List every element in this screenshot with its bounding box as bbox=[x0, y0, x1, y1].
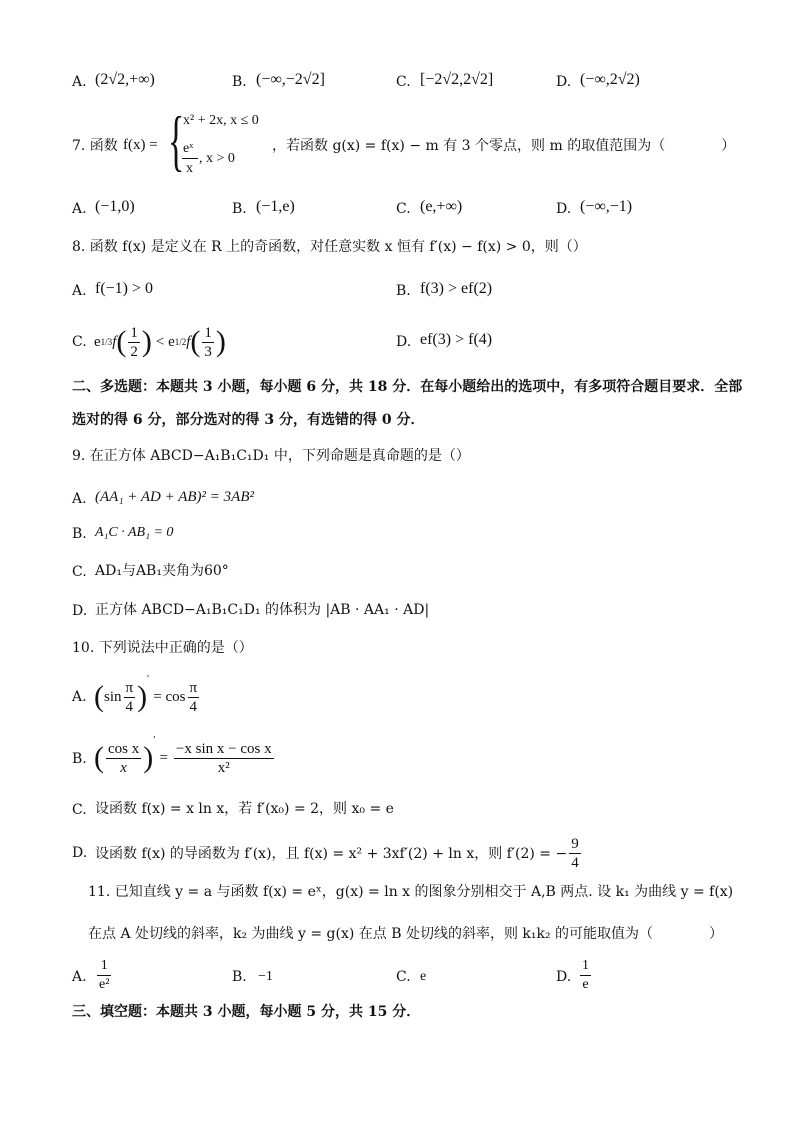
q6-option-a-value: (2√2,+∞) bbox=[95, 71, 155, 88]
q6-option-b-label: B. bbox=[232, 74, 247, 90]
q9-option-c-label: C. bbox=[72, 564, 87, 580]
q7-fx: f(x) = bbox=[123, 137, 158, 153]
q10-d-frac bbox=[569, 835, 581, 872]
q10-a-frac2-num: π bbox=[189, 679, 198, 696]
q10-a-sin: sin bbox=[104, 688, 122, 705]
q9-option-b-value: A₁C · AB₁ = 0 bbox=[95, 525, 174, 540]
q6-option-c-label: C. bbox=[396, 74, 411, 90]
q8-option-b-value: f(3) > ef(2) bbox=[420, 280, 493, 297]
q8-c-f2: f bbox=[186, 333, 191, 350]
q8-option-d-value: ef(3) > f(4) bbox=[420, 331, 493, 348]
q9-stem: 9. 在正方体 ABCD−A₁B₁C₁D₁ 中，下列命题是真命题的是（） bbox=[72, 448, 470, 464]
q11-option-d-label: D. bbox=[556, 969, 572, 985]
q7-brace: { bbox=[168, 102, 185, 178]
q7-piece-2-cond: , x > 0 bbox=[199, 151, 235, 166]
q8-c-exp2: 1/2 bbox=[174, 337, 187, 347]
q6-option-d-label: D. bbox=[556, 74, 572, 90]
q8-c-lt: < e bbox=[155, 333, 175, 350]
q11-d-den: e bbox=[582, 977, 589, 992]
q10-b-frac-den: x bbox=[120, 759, 127, 776]
q8-option-b-label: B. bbox=[396, 283, 411, 299]
q11-option-b-label: B. bbox=[232, 969, 247, 985]
q11-option-d-value bbox=[580, 957, 591, 994]
q6-option-c-value: [−2√2,2√2] bbox=[420, 71, 494, 88]
q7-option-b-value: (−1,e) bbox=[256, 198, 295, 215]
q7-lead: 7. 函数 bbox=[72, 138, 118, 154]
q10-b-eq: = bbox=[159, 749, 168, 766]
q7-option-a-value: (−1,0) bbox=[95, 198, 135, 215]
q10-option-b-value bbox=[94, 735, 276, 781]
q9-option-a-label: A. bbox=[72, 491, 87, 507]
q9-option-a-value: (AA₁ + AD + AB)² = 3AB² bbox=[95, 489, 254, 505]
q10-b-frac bbox=[106, 740, 141, 777]
section-3-heading: 三、填空题：本题共 3 小题，每小题 5 分，共 15 分． bbox=[72, 1004, 421, 1020]
q8-c-frac1-num: 1 bbox=[130, 324, 138, 341]
q8-c-lparen2: ( bbox=[190, 325, 201, 358]
q8-option-a-label: A. bbox=[72, 283, 87, 299]
q8-c-f1: f bbox=[112, 333, 117, 350]
q8-c-e1: e bbox=[94, 333, 101, 350]
q8-c-rparen1: ) bbox=[141, 325, 152, 358]
q9-option-b-label: B. bbox=[72, 526, 87, 542]
q10-a-frac2-den: 4 bbox=[189, 698, 198, 715]
q10-option-d-label: D. bbox=[72, 845, 88, 861]
q11-option-a-label: A. bbox=[72, 969, 87, 985]
q10-a-frac bbox=[124, 679, 136, 716]
q10-b-prime: ′ bbox=[153, 735, 156, 746]
q10-b-rfrac bbox=[174, 740, 274, 777]
q10-option-a-value bbox=[94, 674, 201, 720]
q10-option-b-label: B. bbox=[72, 751, 87, 767]
q8-option-c-value bbox=[94, 318, 226, 366]
q8-c-frac2-den: 3 bbox=[204, 343, 212, 360]
q10-option-c-value: 设函数 f(x) = x ln x，若 f′(x₀) = 2，则 x₀ = e bbox=[95, 801, 394, 817]
q10-d-frac-num: 9 bbox=[571, 835, 579, 852]
q8-c-frac2 bbox=[202, 324, 214, 361]
q8-option-a-value: f(−1) > 0 bbox=[95, 280, 154, 297]
q6-option-d-value: (−∞,2√2) bbox=[580, 71, 640, 88]
q7-tail: ，若函数 g(x) = f(x) − m 有 3 个零点，则 m 的取值范围为（ ） bbox=[272, 138, 736, 154]
q9-option-d-value: 正方体 ABCD−A₁B₁C₁D₁ 的体积为 |AB · AA₁ · AD| bbox=[95, 602, 430, 618]
q9-option-c-value: AD₁与AB₁夹角为60° bbox=[95, 563, 229, 579]
section-2-line-2: 选对的得 6 分，部分选对的得 3 分，有选错的得 0 分． bbox=[72, 412, 425, 428]
q11-a-den: e² bbox=[99, 977, 110, 992]
q11-option-a-value bbox=[97, 957, 111, 994]
q8-option-c-label: C. bbox=[72, 334, 87, 350]
q7-option-d-value: (−∞,−1) bbox=[580, 198, 633, 215]
q10-d-text: 设函数 f(x) 的导函数为 f′(x)，且 f(x) = x² + 3xf′(2) + ln x，则 f′(2) = − bbox=[95, 846, 568, 862]
q11-d-num: 1 bbox=[580, 957, 591, 976]
q11-line-1: 11. 已知直线 y = a 与函数 f(x) = eˣ，g(x) = ln x 的图象分别相交于 A,B 两点. 设 k₁ 为曲线 y = f(x) bbox=[88, 884, 734, 900]
q10-b-lparen: ( bbox=[94, 741, 104, 774]
q11-line-2: 在点 A 处切线的斜率，k₂ 为曲线 y = g(x) 在点 B 处切线的斜率，则 k₁k₂ 的可能取值为（ ） bbox=[88, 926, 724, 942]
q11-option-b-value: −1 bbox=[258, 969, 273, 984]
q10-stem: 10. 下列说法中正确的是（） bbox=[72, 640, 253, 656]
q8-c-exp1: 1/3 bbox=[100, 337, 113, 347]
q7-option-c-label: C. bbox=[396, 201, 411, 217]
q10-b-rparen: ) bbox=[143, 741, 154, 774]
q9-option-d-label: D. bbox=[72, 603, 88, 619]
q7-option-d-label: D. bbox=[556, 201, 572, 217]
q8-c-frac1-den: 2 bbox=[130, 343, 138, 360]
q8-c-frac1 bbox=[128, 324, 140, 361]
q10-a-lparen: ( bbox=[94, 680, 104, 713]
q10-a-frac-num: π bbox=[125, 679, 134, 696]
q8-c-lparen1: ( bbox=[116, 325, 127, 358]
q6-option-a-label: A. bbox=[72, 74, 87, 90]
q8-c-frac2-num: 1 bbox=[204, 324, 212, 341]
q10-b-rfrac-den: x² bbox=[217, 759, 230, 776]
q8-stem: 8. 函数 f(x) 是定义在 R 上的奇函数，对任意实数 x 恒有 f′(x) − f(x) > 0，则（） bbox=[72, 239, 587, 255]
q10-b-frac-num: cos x bbox=[108, 740, 140, 757]
q10-a-frac2 bbox=[188, 679, 200, 716]
q11-option-c-label: C. bbox=[396, 969, 411, 985]
q11-a-num: 1 bbox=[97, 957, 111, 976]
q7-piece-1: x² + 2x, x ≤ 0 bbox=[183, 113, 259, 128]
q10-option-a-label: A. bbox=[72, 689, 87, 705]
section-2-line-1: 二、多选题：本题共 3 小题，每小题 6 分，共 18 分．在每小题给出的选项中，有多项符合题目要求．全部 bbox=[72, 379, 743, 395]
q7-piece-2-den: x bbox=[186, 161, 193, 176]
q7-option-c-value: (e,+∞) bbox=[420, 198, 463, 215]
q10-a-prime: ′ bbox=[147, 674, 150, 685]
q11-option-c-value: e bbox=[420, 969, 427, 984]
q10-a-cos: = cos bbox=[153, 688, 186, 705]
q6-option-b-value: (−∞,−2√2] bbox=[256, 71, 325, 88]
q7-option-b-label: B. bbox=[232, 201, 247, 217]
q10-option-d-value bbox=[95, 830, 583, 876]
q7-option-a-label: A. bbox=[72, 201, 87, 217]
q10-option-c-label: C. bbox=[72, 802, 87, 818]
q10-b-rfrac-num: −x sin x − cos x bbox=[175, 740, 272, 757]
q10-a-rparen: ) bbox=[137, 680, 148, 713]
q7-piece-2-bar bbox=[182, 158, 198, 159]
q10-d-frac-den: 4 bbox=[571, 854, 579, 871]
q10-a-frac-den: 4 bbox=[125, 698, 134, 715]
q8-c-rparen2: ) bbox=[215, 325, 226, 358]
q8-option-d-label: D. bbox=[396, 334, 412, 350]
q7-piece-2-num: eˣ bbox=[183, 141, 194, 156]
